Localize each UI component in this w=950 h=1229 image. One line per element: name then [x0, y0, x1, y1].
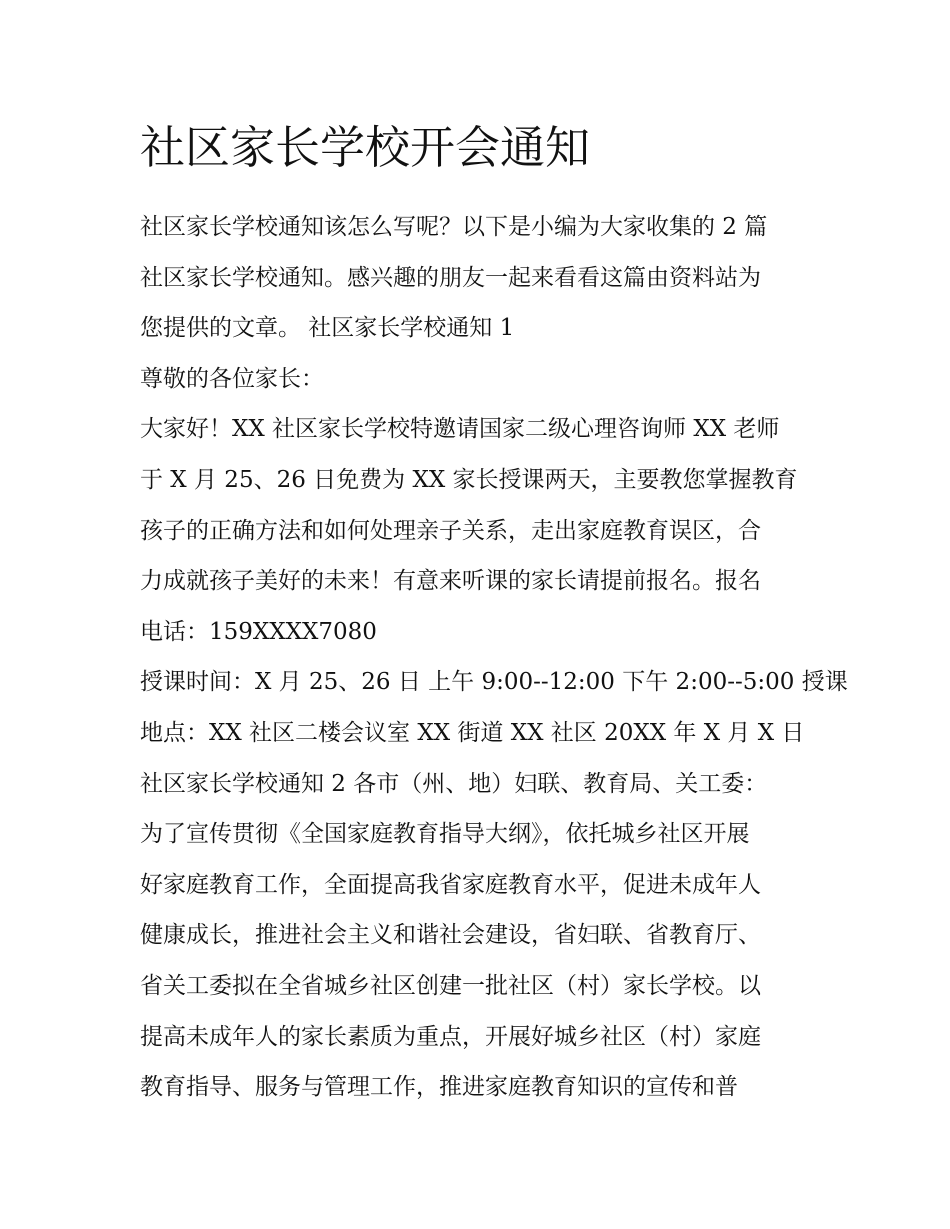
- body-line: 尊敬的各位家长：: [140, 365, 324, 392]
- body-line: 您提供的文章。 社区家长学校通知 1: [140, 315, 515, 342]
- body-line: 省关工委拟在全省城乡社区创建一批社区（村）家长学校。以: [140, 972, 761, 999]
- body-line: 电话：159XXXX7080: [140, 618, 377, 645]
- body-line: 提高未成年人的家长素质为重点，开展好城乡社区（村）家庭: [140, 1023, 761, 1050]
- document-body: [140, 202, 848, 1113]
- body-line: 好家庭教育工作，全面提高我省家庭教育水平，促进未成年人: [140, 871, 761, 898]
- body-line: 授课时间：X 月 25、26 日 上午 9:00--12:00 下午 2:00--5:00 授课: [140, 669, 848, 696]
- body-line: 健康成长，推进社会主义和谐社会建设，省妇联、省教育厅、: [140, 922, 761, 949]
- body-line: 地点：XX 社区二楼会议室 XX 街道 XX 社区 20XX 年 X 月 X 日: [140, 719, 805, 746]
- body-line: 于 X 月 25、26 日免费为 XX 家长授课两天，主要教您掌握教育: [140, 466, 798, 493]
- body-line: 社区家长学校通知。感兴趣的朋友一起来看看这篇由资料站为: [140, 264, 761, 291]
- body-line: 为了宣传贯彻《全国家庭教育指导大纲》，依托城乡社区开展: [140, 821, 750, 848]
- body-line: 教育指导、服务与管理工作，推进家庭教育知识的宣传和普: [140, 1074, 738, 1101]
- document-content: [140, 118, 848, 1113]
- body-line: 孩子的正确方法和如何处理亲子关系，走出家庭教育误区，合: [140, 517, 761, 544]
- body-line: 力成就孩子美好的未来！有意来听课的家长请提前报名。报名: [140, 568, 761, 595]
- body-line: 社区家长学校通知该怎么写呢？以下是小编为大家收集的 2 篇: [140, 214, 768, 240]
- body-line: 社区家长学校通知 2 各市（州、地）妇联、教育局、关工委：: [140, 770, 768, 797]
- body-line: 大家好！XX 社区家长学校特邀请国家二级心理咨询师 XX 老师: [140, 416, 780, 443]
- document-title: 社区家长学校开会通知: [140, 121, 591, 174]
